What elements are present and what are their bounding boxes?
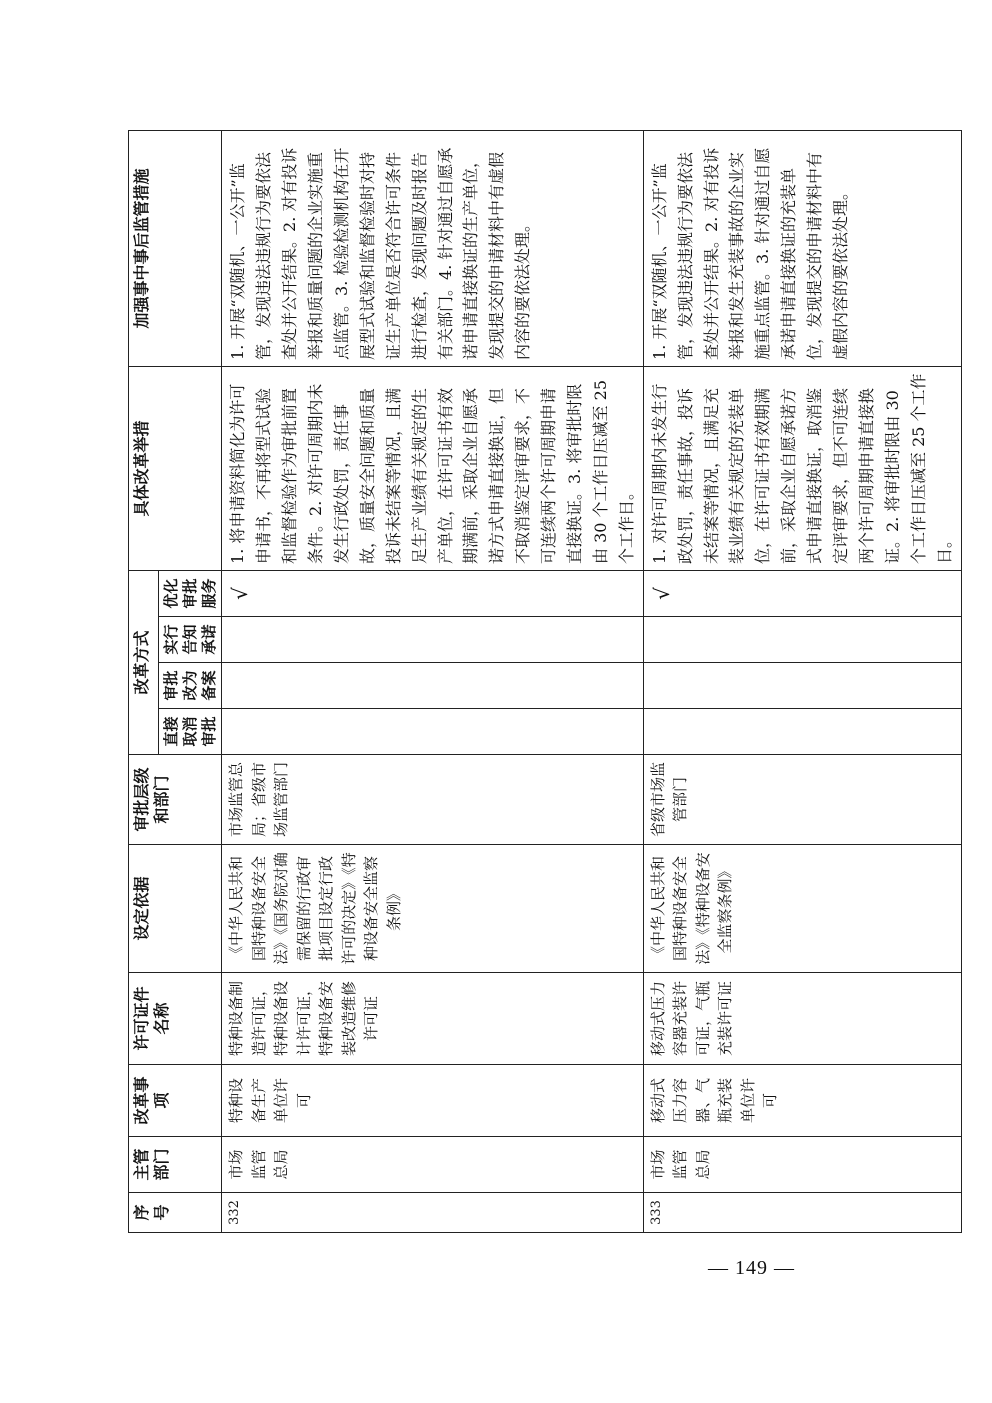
row-measures: 1. 对许可周期内未发生行政处罚，责任事故，投诉未结案等情况，且满足充装业绩有关规定的充装单位，在许可证书有效期满前，采取企业自愿承诺方式申请直接换证，取消鉴定评审要求，但不可连续两个许可周期申请直接换证。2. 将审批时限由 30 个工作日压减至 25 个工作日。 [643,366,961,570]
table-row [222,130,644,1232]
row-mark-cancel [222,709,644,755]
row-mark-optimize: √ [643,570,961,616]
page-number: — 149 — [708,1257,795,1279]
row-level: 市场监管总局；省级市场监管部门 [222,755,644,845]
row-level: 省级市场监管部门 [643,755,961,845]
row-mark-commitment [222,617,644,663]
header-supervision: 加强事中事后监管措施 [129,130,222,366]
row-dept: 市场监管总局 [643,1137,961,1193]
row-measures: 1. 将申请资料简化为许可申请书，不再将型式试验和监督检验作为审批前置条件。2. 对许可周期内未发生行政处罚，责任事故，质量安全问题和质量投诉未结案等情况，且满足生产业绩有关规定的生产单位，在许可证书有效期满前，采取企业自愿承诺方式申请直接换证，但不取消鉴定评审要求，不可连续两个许可周期申请直接换证。3. 将审批时限由 30 个工作日压减至 25 个工作日。 [222,366,644,570]
header-item: 改革事项 [129,1065,222,1137]
header-mode-cancel: 直接取消审批 [159,709,222,755]
header-mode-filing: 审批改为备案 [159,663,222,709]
header-license: 许可证件名称 [129,973,222,1065]
row-mark-optimize: √ [222,570,644,616]
header-measures: 具体改革举措 [129,366,222,570]
header-dept: 主管部门 [129,1137,222,1193]
header-mode-commitment: 实行告知承诺 [159,617,222,663]
row-mark-filing [643,663,961,709]
row-mark-commitment [643,617,961,663]
row-item: 特种设备生产单位许可 [222,1065,644,1137]
row-basis: 《中华人民共和国特种设备安全法》《国务院对确需保留的行政审批项目设定行政许可的决定》《特种设备安全监察条例》 [222,845,644,973]
row-seq: 333 [643,1193,961,1233]
row-license: 特种设备制造许可证，特种设备设计许可证，特种设备安装改造维修许可证 [222,973,644,1065]
header-mode-optimize: 优化审批服务 [159,570,222,616]
header-mode: 改革方式 [129,570,159,754]
row-supervision: 1. 开展“双随机、一公开”监管，发现违法违规行为要依法查处并公开结果。2. 对有投诉举报和质量问题的企业实施重点监管。3. 检验检测机构在开展型式试验和监督检验时对持证生产单位是否符合许可条件进行检查，发现问题及时报告有关部门。4. 针对通过自愿承诺申请直接换证的生产单位，发现提交的申请材料中有虚假内容的要依法处理。 [222,130,644,366]
header-seq: 序号 [129,1193,222,1233]
row-dept: 市场监管总局 [222,1137,644,1193]
row-basis: 《中华人民共和国特种设备安全法》《特种设备安全监察条例》 [643,845,961,973]
reform-table-rotated [128,147,954,1233]
row-item: 移动式压力容器、气瓶充装单位许可 [643,1065,961,1137]
reform-table [128,130,962,1233]
header-basis: 设定依据 [129,845,222,973]
row-license: 移动式压力容器充装许可证，气瓶充装许可证 [643,973,961,1065]
table-row [643,130,961,1232]
row-seq: 332 [222,1193,644,1233]
row-mark-cancel [643,709,961,755]
row-supervision: 1. 开展“双随机、一公开”监管，发现违法违规行为要依法查处并公开结果。2. 对有投诉举报和发生充装事故的企业实施重点监管。3. 针对通过自愿承诺申请直接换证的充装单位，发现提交的申请材料中有虚假内容的要依法处理。 [643,130,961,366]
header-level: 审批层级和部门 [129,755,222,845]
header-row-1 [129,130,159,1232]
row-mark-filing [222,663,644,709]
